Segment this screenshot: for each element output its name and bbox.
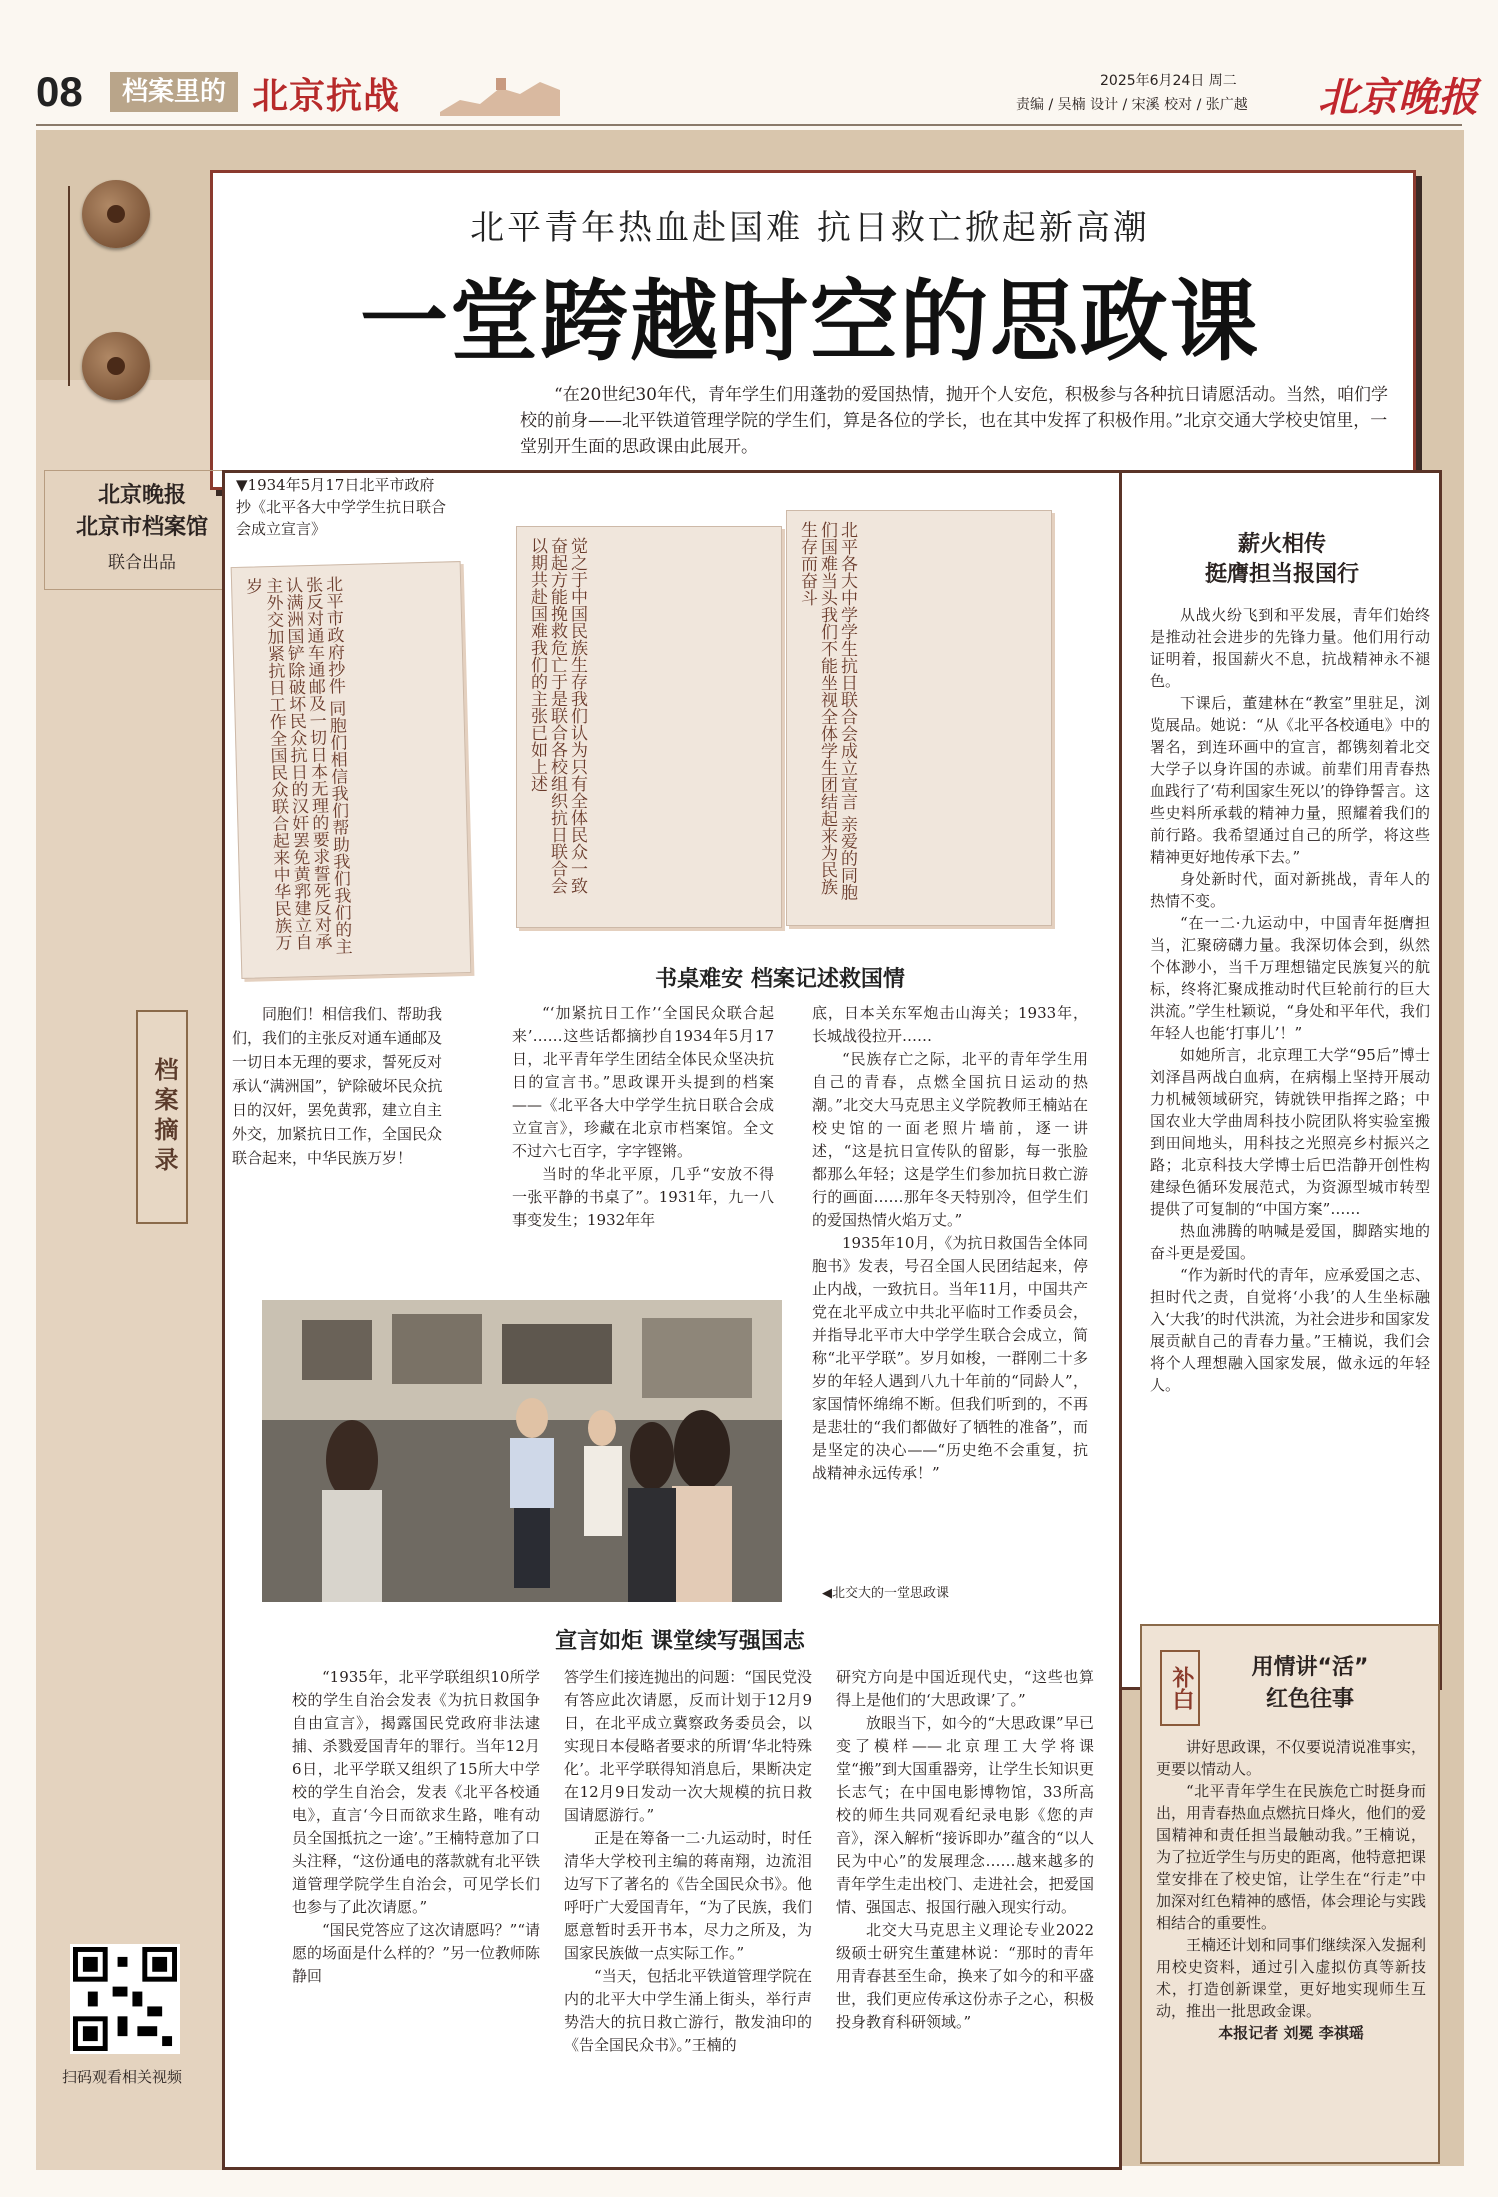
section2-col2 [564,1666,812,2057]
paragraph: 答学生们接连抛出的问题：“国民党没有答应此次请愿，反而计划于12月9日，在北平成立冀察政务委员会，以实现日本侵略者要求的所谓‘华北特殊化’。北平学联得知消息后，果断决定在12月9日发动一次大规模的抗日救国请愿游行。” [564,1668,812,1824]
org-joint: 联合出品 [108,553,176,573]
paragraph: 正是在筹备一二·九运动时，时任清华大学校刊主编的蒋南翔，边流泪边写下了著名的《告全国民众书》。他呼吁广大爱国青年，“为了民族，我们愿意暂时丢开书本，尽力之所及，为国家民族做一点实际工作。” [564,1829,812,1962]
paragraph: 身处新时代，面对新挑战，青年人的热情不变。 [1150,870,1430,910]
paragraph: 王楠还计划和同事们继续深入发掘利用校史资料，通过引入虚拟仿真等新技术，打造创新课堂，更好地实现师生互动，推出一批思政金课。 [1156,1936,1427,2020]
paragraph: 下课后，董建林在“教室”里驻足，浏览展品。她说：“从《北平各校通电》中的署名，到连环画中的宣言，都镌刻着北交大学子以身许国的赤诚。前辈们用青春热血践行了‘苟利国家生死以’的铮铮誓言。这些史料所承载的精神力量，照耀着我们的前行路。我希望通过自己的所学，将这些精神更好地传承下去。” [1150,694,1430,866]
org-name [48,480,236,544]
paragraph: “‘加紧抗日工作’‘全国民众联合起来’……这些话都摘抄自1934年5月17日，北平青年学生团结全体民众坚决抗日的宣言书。”思政课开头提到的档案——《北平各大中学学生抗日联合会成立宣言》，珍藏在北京市档案馆。全文不过六七百字，字字铿锵。 [512,1004,774,1160]
classroom-photo [262,1300,782,1602]
supplement-body [1156,1736,1426,2044]
paragraph: 1935年10月，《为抗日救国告全体同胞书》发表，号召全国人民团结起来，停止内战，一致抗日。当年11月，中国共产党在北平成立中共北平临时工作委员会，并指导北平市大中学学生联合会成立，简称“北平学联”。岁月如梭，一群刚二十多岁的年轻人遇到八九十年前的“同龄人”，家国情怀绵绵不断。但我们听到的，不再是悲壮的“我们都做好了牺牲的准备”，而是坚定的决心——“历史绝不会重复，抗战精神永远传承！” [812,1234,1088,1482]
excerpt-label: 档案摘录 [136,1010,188,1224]
archive-document-1 [231,561,472,979]
photo-caption: ◀北交大的一堂思政课 [822,1586,949,1601]
paragraph: 放眼当下，如今的“大思政课”早已变了模样——北京理工大学将课堂“搬”到大国重器旁，让学生长知识更长志气；在中国电影博物馆，33所高校的师生共同观看纪录电影《您的声音》，深入解析“接诉即办”蕴含的“以人民为中心”的发展理念……越来越多的青年学生走出校门、走进社会，把爱国情、强国志、报国行融入现实行动。 [836,1714,1094,1916]
archive-document-2 [516,526,782,928]
paragraph: 北交大马克思主义理论专业2022级硕士研究生董建林说：“那时的青年用青春甚至生命，换来了如今的和平盛世，我们更应传承这份赤子之心，积极投身教育科研领域。” [836,1921,1094,2031]
archive-caption: ▼1934年5月17日北平市政府抄《北平各大中学学生抗日联合会成立宣言》 [236,476,447,538]
qr-code-icon[interactable] [70,1944,180,2054]
page-number: 08 [36,68,83,115]
byline: 本报记者 刘冕 李祺瑶 [1218,2024,1364,2042]
paragraph: 热血沸腾的呐喊是爱国，脚踏实地的奋斗更是爱国。 [1150,1222,1430,1262]
org-line: 北京晚报 [97,483,186,508]
supplement-heading [1210,1652,1410,1716]
section2-col1 [292,1666,540,1988]
qr-caption: 扫码观看相关视频 [61,2068,182,2086]
paragraph: 从战火纷飞到和平发展，青年们始终是推动社会进步的先锋力量。他们用行动证明着，报国薪火不息，抗战精神永不褪色。 [1150,606,1430,690]
column-name: 北京抗战 [252,76,401,117]
article-title: 一堂跨越时空的思政课 [359,270,1260,373]
section-heading: 宣言如炬 课堂续写强国志 [555,1629,805,1654]
article-lead: “在20世纪30年代，青年学生们用蓬勃的爱国热情，抛开个人安危，积极参与各种抗日请愿活动。当然，咱们学校的前身——北平铁道管理学院的学生们，算是各位的学长，也在其中发挥了积极作用。”北京交通大学校史馆里，一堂别开生面的思政课由此展开。 [520,385,1388,457]
paragraph: “当天，包括北平铁道管理学院在内的北平大中学生涌上街头，举行声势浩大的抗日救亡游行，散发油印的《告全国民众书》。”王楠的 [564,1967,812,2054]
paragraph: 底，日本关东军炮击山海关；1933年，长城战役拉开…… [812,1004,1088,1045]
heading-line: 薪火相传 [1237,532,1326,557]
archive-excerpt: 同胞们！相信我们、帮助我们，我们的主张反对通车通邮及一切日本无理的要求，誓死反对承认“满洲国”，铲除破坏民众抗日的汉奸，罢免黄郛，建立自主外交，加紧抗日工作，全国民众联合起来，中华民族万岁！ [232,1005,443,1167]
archive-document-text: 北平市政府抄件 同胞们相信我们帮助我们我们的主张反对通车通邮及一切日本无理的要求誓死反对承认满洲国铲除破坏民众抗日的汉奸罢免黄郛建立自主外交加紧抗日工作全国民众联合起来中华民族万岁 [241,575,352,955]
button-stud-icon [82,332,150,400]
article-subtitle: 北平青年热血赴国难 抗日救亡掀起新高潮 [470,208,1150,248]
editor-credits: 责编 / 吴楠 设计 / 宋溪 校对 / 张广越 [1016,97,1248,113]
section1-col1 [512,1002,774,1232]
paragraph: 如她所言，北京理工大学“95后”博士刘泽昌两战白血病，在病榻上坚持开展动力机械领域研究，铸就铁甲指挥之路；中国农业大学曲周科技小院团队将实验室搬到田间地头，用科技之光照亮乡村振兴之路；北京科技大学博士后巴浩静开创性构建绿色循环发展范式，为资源型城市转型提供了可复制的“中国方案”…… [1150,1046,1430,1218]
column-tag: 档案里的 [110,72,238,112]
archive-document-text: 觉之于中国民族生存我们认为只有全体民众一致奋起方能挽救危亡于是联合各校组织抗日联合会以期共赴国难我们的主张已如上述 [527,537,587,894]
paragraph: “国民党答应了这次请愿吗？”“请愿的场面是什么样的？”另一位教师陈静回 [292,1921,541,1985]
newspaper-logo: 北京晚报 [1318,74,1478,121]
supplement-label: 补白 [1160,1650,1200,1726]
paragraph: 当时的华北平原，几乎“安放不得一张平静的书桌了”。1931年，九一八事变发生；1932年年 [512,1165,774,1229]
issue-date: 2025年6月24日 周二 [1100,73,1237,89]
paragraph: “北平青年学生在民族危亡时挺身而出，用青春热血点燃抗日烽火，他们的爱国精神和责任担当最触动我。”王楠说，为了拉近学生与历史的距离，他特意把课堂安排在了校史馆，让学生在“行走”中加深对红色精神的感悟，体会理论与实践相结合的重要性。 [1156,1782,1427,1932]
heading-line: 红色往事 [1265,1687,1354,1712]
great-wall-icon [440,72,560,116]
paragraph: “1935年，北平学联组织10所学校的学生自治会发表《为抗日救国争自由宣言》，揭露国民党政府非法逮捕、杀戮爱国青年的罪行。当年12月6日，北平学联又组织了15所大中学校的学生自治会，发表《北平各校通电》，直言‘今日而欲求生路，唯有动员全国抵抗之一途’。”王楠特意加了口头注释，“这份通电的落款就有北平铁道管理学院学生自治会，可见学长们也参与了此次请愿。” [292,1668,540,1916]
section1-col2 [812,1002,1088,1485]
paragraph: “民族存亡之际，北平的青年学生用自己的青春，点燃全国抗日运动的热潮。”北交大马克思主义学院教师王楠站在校史馆的一面老照片墙前，逐一讲述，“这是抗日宣传队的留影，每一张脸都那么年轻；这是学生们参加抗日救亡游行的画面……那年冬天特别冷，但学生们的爱国热情火焰万丈。” [812,1050,1088,1229]
section-heading: 书桌难安 档案记述救国情 [655,967,905,992]
section2-col3 [836,1666,1094,2034]
archive-document-3 [786,510,1052,926]
paragraph: “作为新时代的青年，应承爱国之志、担时代之责，自觉将‘小我’的人生坐标融入‘大我’的时代洪流，为社会进步和国家发展贡献自己的青春力量。”王楠说，我们会将个人理想融入国家发展，做永远的年轻人。 [1150,1266,1430,1394]
paragraph: 研究方向是中国近现代史，“这些也算得上是他们的‘大思政课’了。” [836,1668,1094,1709]
button-stud-icon [82,180,150,248]
right-column-heading [1132,530,1432,590]
right-column-body [1150,604,1430,1396]
heading-line: 挺膺担当报国行 [1204,562,1359,587]
heading-line: 用情讲“活” [1251,1655,1369,1680]
button-string [68,186,70,386]
header-rule [36,124,1462,126]
archive-document-text: 北平各大中学学生抗日联合会成立宣言 亲爱的同胞们国难当头我们不能坐视全体学生团结起来为民族生存而奋斗 [797,521,857,901]
paragraph: 讲好思政课，不仅要说清说准事实，更要以情动人。 [1156,1738,1427,1778]
paragraph: “在一二·九运动中，中国青年挺膺担当，汇聚磅礴力量。我深切体会到，纵然个体渺小，当千万理想锚定民族复兴的航标，终将汇聚成推动时代巨轮前行的巨大洪流。”学生杜颖说，“身处和平年代，我们年轻人也能‘打事儿’！” [1150,914,1430,1042]
org-line: 北京市档案馆 [75,515,208,540]
